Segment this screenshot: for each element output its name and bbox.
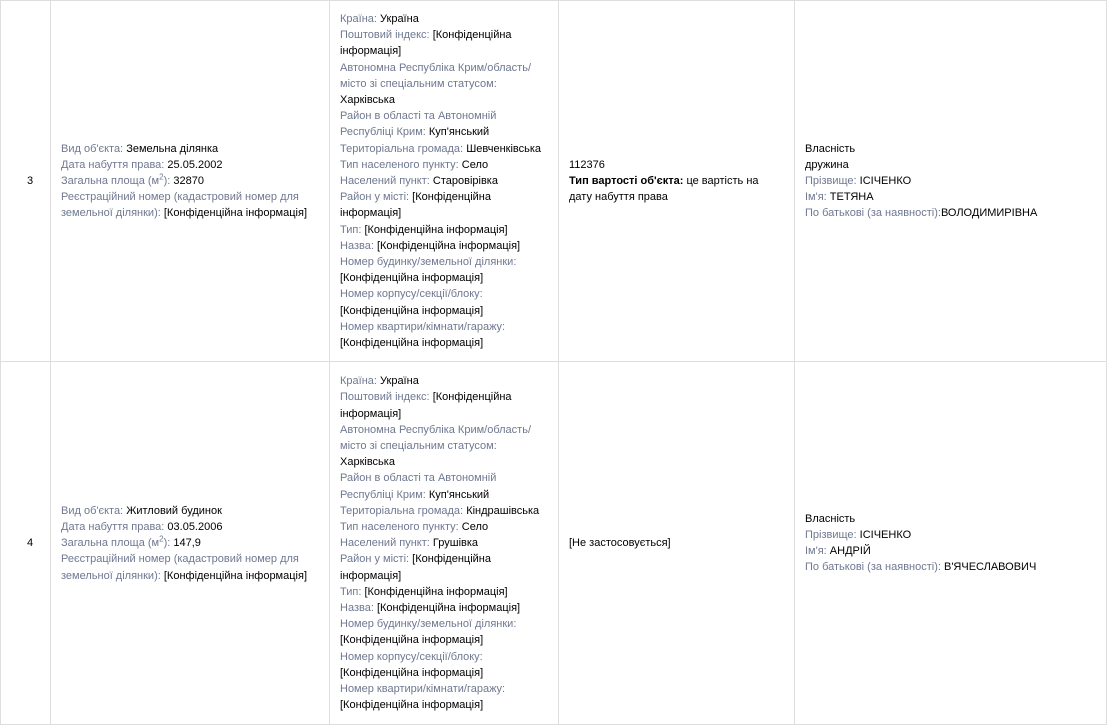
postal-label: Поштовий індекс:: [340, 29, 430, 42]
street-type-label: Тип:: [340, 585, 362, 598]
cost-value: 112376: [569, 158, 605, 171]
house-label: Номер будинку/земельної ділянки:: [340, 256, 517, 269]
building-label: Номер корпусу/секції/блоку:: [340, 288, 483, 301]
street-type-label: Тип:: [340, 223, 362, 236]
country-value: Україна: [380, 13, 419, 25]
acquisition-date-value: 25.05.2002: [167, 158, 223, 171]
cost-type-value: це вартість на дату набуття права: [569, 175, 759, 204]
street-type-value: [Конфіденційна інформація]: [364, 223, 508, 236]
acquisition-date-value: 03.05.2006: [167, 520, 223, 533]
district-label: Район в області та Автономній Республіці Крим:: [340, 110, 497, 139]
surname-label: Прізвище:: [805, 175, 857, 188]
community-label: Територіальна громада:: [340, 504, 464, 517]
apartment-label: Номер квартири/кімнати/гаражу:: [340, 320, 506, 333]
community-value: Кіндрашівська: [466, 504, 540, 517]
area-label: Загальна площа $(м^2)$:: [61, 172, 171, 188]
city-district-label: Район у місті:: [340, 191, 410, 204]
street-name-value: [Конфіденційна інформація]: [376, 239, 521, 252]
region-label: Автономна Республіка Крим/область/місто зі спеціальним статусом:: [340, 423, 531, 452]
settlement-value: Старовірівка: [432, 175, 498, 188]
apartment-value: [Конфіденційна інформація]: [340, 699, 484, 712]
area-label: Загальна площа $(м^2)$:: [61, 534, 171, 550]
object-type-label: Вид об'єкта:: [61, 504, 124, 517]
area-value: 147,9: [173, 537, 201, 550]
table-row: [1, 362, 1107, 725]
registration-number-label: Реєстраційний номер (кадастровий номер для земельної ділянки):: [61, 191, 299, 220]
apartment-value: [Конфіденційна інформація]: [340, 337, 484, 350]
building-label: Номер корпусу/секції/блоку:: [340, 650, 483, 663]
house-value: [Конфіденційна інформація]: [340, 634, 484, 647]
country-label: Країна:: [340, 13, 377, 25]
surname-label: Прізвище:: [805, 529, 857, 542]
object-cell: [51, 362, 330, 725]
cost-value: [Не застосовується]: [569, 537, 671, 550]
settlement-value: Грушівка: [432, 537, 479, 550]
street-name-label: Назва:: [340, 239, 374, 252]
ownership-right: Власність: [805, 142, 856, 155]
house-label: Номер будинку/земельної ділянки:: [340, 618, 517, 631]
settlement-type-label: Тип населеного пункту:: [340, 520, 459, 533]
house-value: [Конфіденційна інформація]: [340, 272, 484, 285]
owner-relation: дружина: [805, 158, 849, 171]
object-type-value: Житловий будинок: [126, 504, 222, 517]
city-district-label: Район у місті:: [340, 553, 410, 566]
area-value: 32870: [173, 175, 204, 188]
name-value: АНДРІЙ: [829, 545, 871, 558]
country-label: Країна:: [340, 375, 377, 388]
region-label: Автономна Республіка Крим/область/місто зі спеціальним статусом:: [340, 61, 531, 90]
apartment-label: Номер квартири/кімнати/гаражу:: [340, 682, 506, 695]
acquisition-date-label: Дата набуття права:: [61, 158, 165, 171]
community-value: Шевченківська: [466, 142, 542, 155]
cost-type-label: Тип вартості об'єкта:: [569, 175, 684, 188]
patronymic-value: ВОЛОДИМИРІВНА: [940, 207, 1038, 220]
settlement-type-label: Тип населеного пункту:: [340, 158, 459, 171]
building-value: [Конфіденційна інформація]: [340, 304, 484, 317]
settlement-type-value: Село: [461, 158, 489, 171]
settlement-label: Населений пункт:: [340, 175, 430, 188]
city-district-value: [Конфіденційна інформація]: [340, 191, 491, 220]
acquisition-date-label: Дата набуття права:: [61, 520, 165, 533]
region-value: Харківська: [340, 94, 395, 107]
object-type-value: Земельна ділянка: [126, 142, 219, 155]
address-cell: [330, 1, 559, 362]
region-value: Харківська: [340, 456, 395, 469]
registration-number-value: [Конфіденційна інформація]: [163, 207, 307, 220]
street-name-value: [Конфіденційна інформація]: [376, 601, 521, 614]
settlement-type-value: Село: [461, 520, 489, 533]
building-value: [Конфіденційна інформація]: [340, 666, 484, 679]
postal-label: Поштовий індекс:: [340, 391, 430, 404]
city-district-value: [Конфіденційна інформація]: [340, 553, 491, 582]
cost-cell: [559, 362, 795, 725]
country-value: Україна: [380, 375, 419, 388]
street-type-value: [Конфіденційна інформація]: [364, 585, 508, 598]
table-row: [1, 1, 1107, 362]
ownership-right: Власність: [805, 512, 856, 525]
patronymic-label: По батькові (за наявності):: [805, 207, 941, 220]
postal-value: [Конфіденційна інформація]: [340, 29, 512, 58]
address-cell: [330, 362, 559, 725]
row-number: 3: [1, 1, 51, 362]
street-name-label: Назва:: [340, 601, 374, 614]
row-number: 4: [1, 362, 51, 725]
name-label: Ім'я:: [805, 191, 827, 204]
surname-value: ІСІЧЕНКО: [859, 529, 912, 542]
patronymic-label: По батькові (за наявності):: [805, 561, 941, 574]
district-value: Куп'янський: [428, 488, 490, 501]
settlement-label: Населений пункт:: [340, 537, 430, 550]
name-value: ТЕТЯНА: [829, 191, 874, 204]
object-type-label: Вид об'єкта:: [61, 142, 124, 155]
community-label: Територіальна громада:: [340, 142, 464, 155]
registration-number-label: Реєстраційний номер (кадастровий номер для земельної ділянки):: [61, 553, 299, 582]
registration-number-value: [Конфіденційна інформація]: [163, 569, 307, 582]
owner-cell: [795, 1, 1107, 362]
postal-value: [Конфіденційна інформація]: [340, 391, 512, 420]
district-label: Район в області та Автономній Республіці Крим:: [340, 472, 497, 501]
district-value: Куп'янський: [428, 126, 490, 139]
patronymic-value: В'ЯЧЕСЛАВОВИЧ: [944, 561, 1037, 574]
owner-cell: [795, 362, 1107, 725]
surname-value: ІСІЧЕНКО: [859, 175, 912, 188]
cost-cell: [559, 1, 795, 362]
name-label: Ім'я:: [805, 545, 827, 558]
object-cell: [51, 1, 330, 362]
